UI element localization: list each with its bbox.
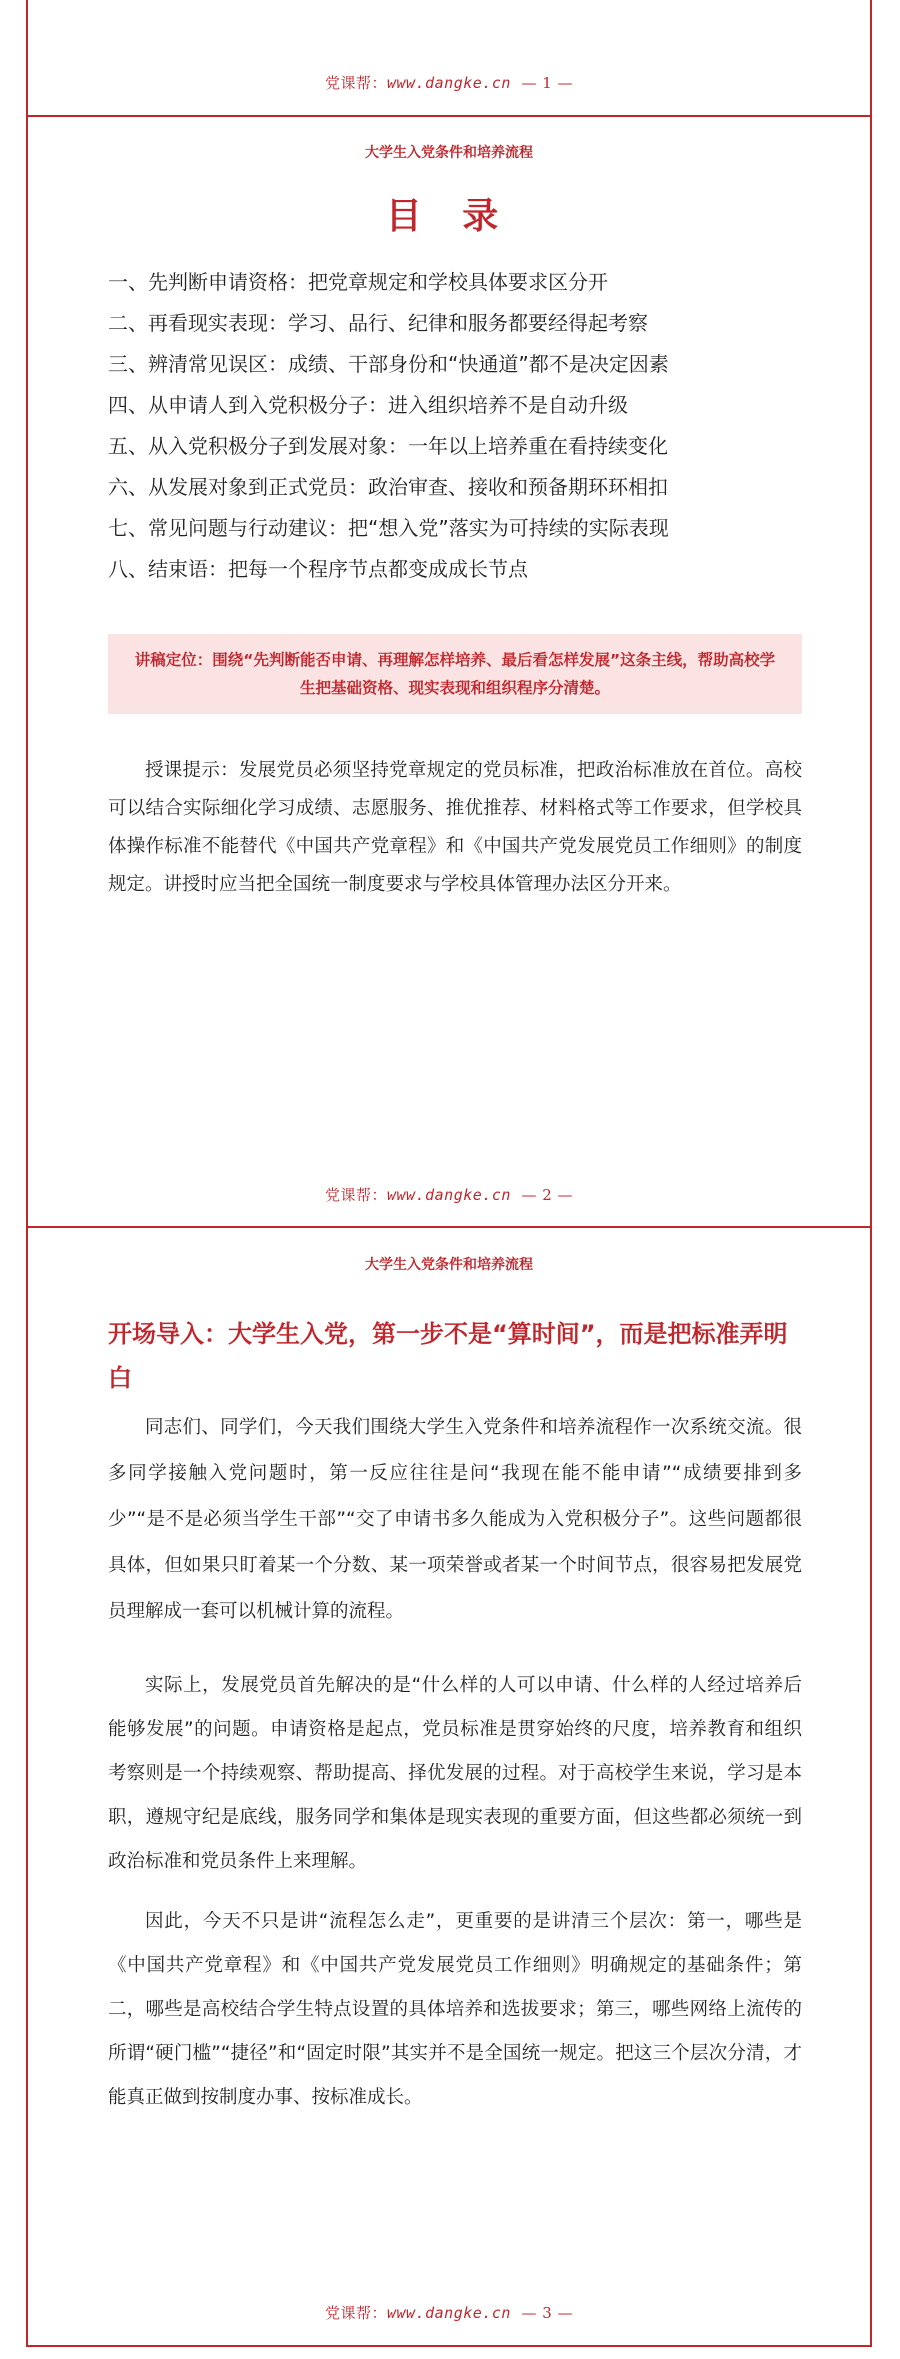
body-paragraph: 同志们、同学们，今天我们围绕大学生入党条件和培养流程作一次系统交流。很多同学接触入党问题时，第一反应往往是问“我现在能不能申请”“成绩要排到多少”“是不是必须当学生干部”“交了申请书多久能成为入党积极分子”。这些问题都很具体，但如果只盯着某一个分数、某一项荣誉或者某一个时间节点，很容易把发展党员理解成一套可以机械计算的流程。 — [108, 1417, 802, 1622]
toc-item: 四、从申请人到入党积极分子：进入组织培养不是自动升级 — [108, 393, 628, 417]
page-footer-1 — [26, 72, 872, 93]
body-paragraph: 实际上，发展党员首先解决的是“什么样的人可以申请、什么样的人经过培养后能够发展”的问题。申请资格是起点，党员标准是贯穿始终的尺度，培养教育和组织考察则是一个持续观察、帮助提高、择优发展的过程。对于高校学生来说，学习是本职，遵规守纪是底线，服务同学和集体是现实表现的重要方面，但这些都必须统一到政治标准和党员条件上来理解。 — [108, 1675, 802, 1872]
footer-site-link[interactable]: www.dangke.cn — [386, 1186, 511, 1204]
toc-list — [108, 262, 669, 590]
toc-item: 五、从入党积极分子到发展对象：一年以上培养重在看持续变化 — [108, 434, 668, 458]
running-header: 大学生入党条件和培养流程 — [365, 145, 533, 161]
page-footer-2 — [26, 1184, 872, 1205]
page-footer-3 — [26, 2302, 872, 2323]
lecture-positioning-note: 讲稿定位：围绕“先判断能否申请、再理解怎样培养、最后看怎样发展”这条主线，帮助高校学生把基础资格、现实表现和组织程序分清楚。 — [108, 634, 802, 714]
page-number: — 3 — — [521, 2304, 574, 2322]
footer-prefix: 党课帮： — [324, 1186, 387, 1204]
toc-item: 二、再看现实表现：学习、品行、纪律和服务都要经得起考察 — [108, 311, 648, 335]
page-bottom-border — [26, 2345, 872, 2347]
running-header: 大学生入党条件和培养流程 — [365, 1257, 533, 1273]
toc-item: 八、结束语：把每一个程序节点都变成成长节点 — [108, 557, 528, 581]
toc-title: 目 录 — [385, 196, 513, 237]
footer-prefix: 党课帮： — [324, 74, 387, 92]
body-paragraph: 因此，今天不只是讲“流程怎么走”，更重要的是讲清三个层次：第一，哪些是《中国共产党章程》和《中国共产党发展党员工作细则》明确规定的基础条件；第二，哪些是高校结合学生特点设置的具体培养和选拔要求；第三，哪些网络上流传的所谓“硬门槛”“捷径”和“固定时限”其实并不是全国统一规定。把这三个层次分清，才能真正做到按制度办事、按标准成长。 — [108, 1911, 802, 2108]
footer-site-link[interactable]: www.dangke.cn — [386, 2304, 511, 2322]
page-1-frame — [26, 0, 872, 116]
footer-prefix: 党课帮： — [324, 2304, 387, 2322]
teaching-tip: 授课提示：发展党员必须坚持党章规定的党员标准，把政治标准放在首位。高校可以结合实际细化学习成绩、志愿服务、推优推荐、材料格式等工作要求，但学校具体操作标准不能替代《中国共产党章程》和《中国共产党发展党员工作细则》的制度规定。讲授时应当把全国统一制度要求与学校具体管理办法区分开来。 — [108, 760, 802, 895]
toc-item: 一、先判断申请资格：把党章规定和学校具体要求区分开 — [108, 270, 608, 294]
toc-item: 七、常见问题与行动建议：把“想入党”落实为可持续的实际表现 — [108, 516, 669, 540]
section-title: 开场导入：大学生入党，第一步不是“算时间”，而是把标准弄明白 — [108, 1320, 788, 1392]
toc-item: 三、辨清常见误区：成绩、干部身份和“快通道”都不是决定因素 — [108, 352, 669, 376]
toc-item: 六、从发展对象到正式党员：政治审查、接收和预备期环环相扣 — [108, 475, 668, 499]
page-number: — 2 — — [521, 1186, 574, 1204]
footer-site-link[interactable]: www.dangke.cn — [386, 74, 511, 92]
page-number: — 1 — — [521, 74, 574, 92]
